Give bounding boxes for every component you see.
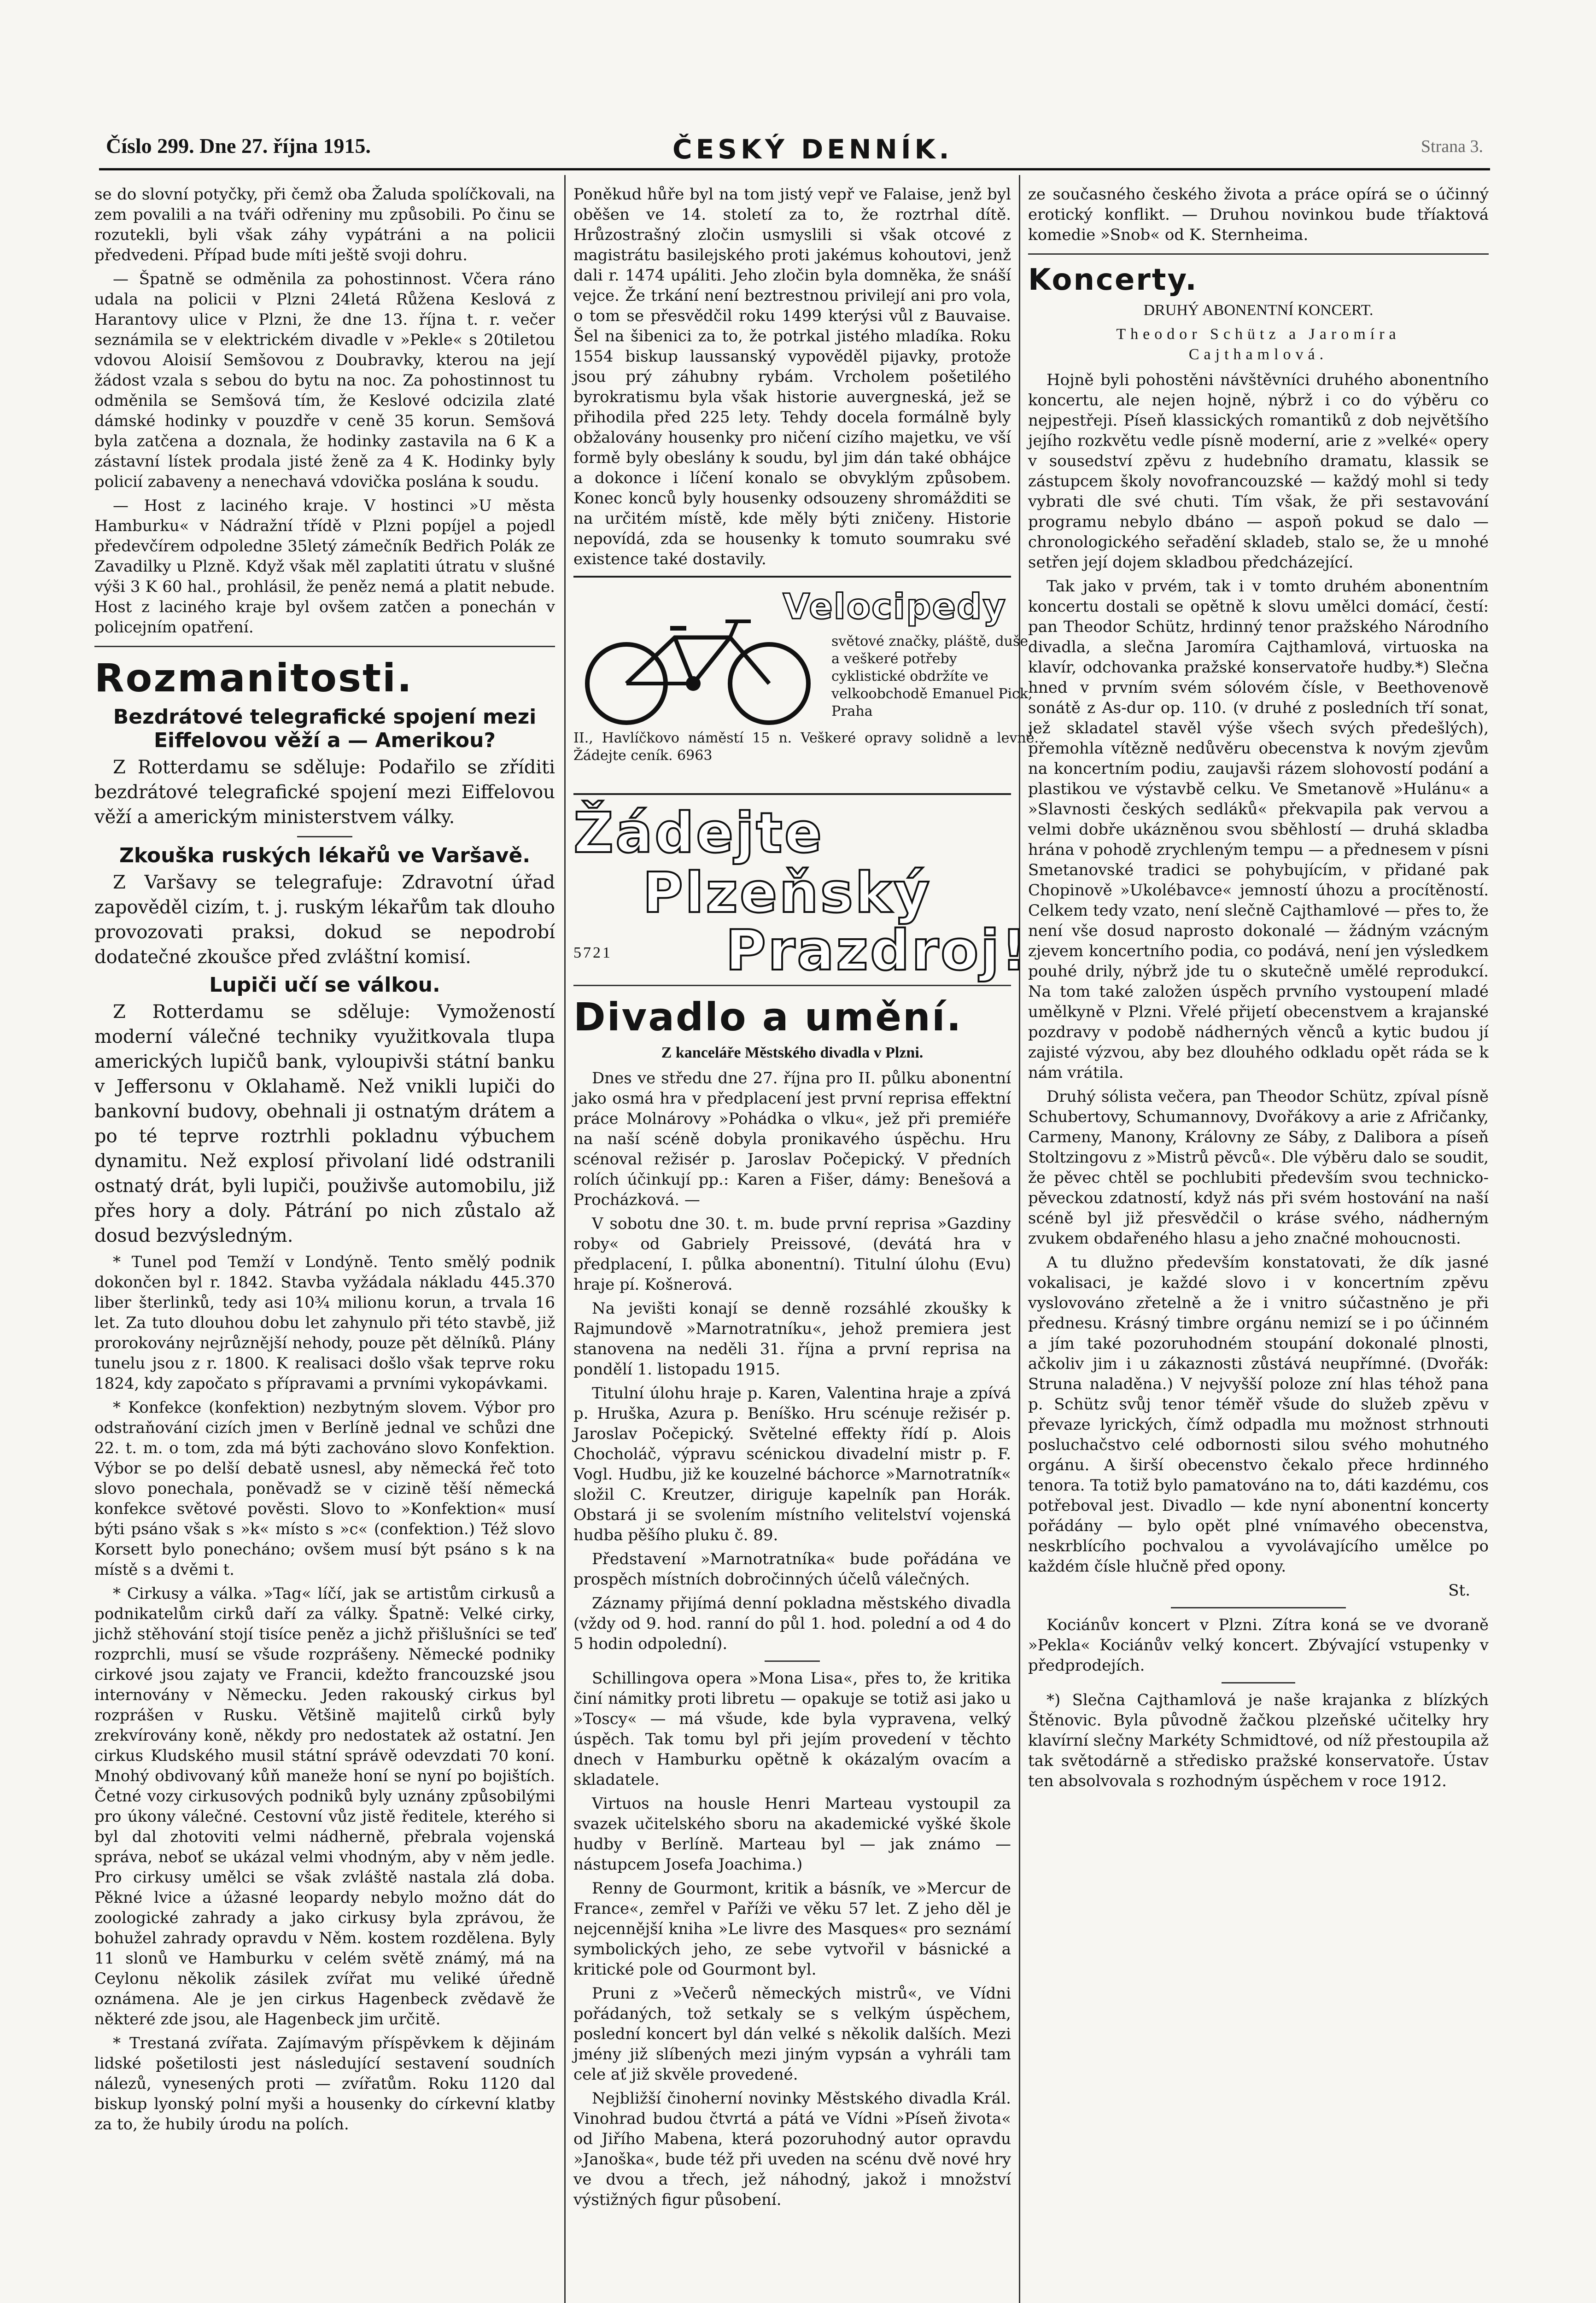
column-2 xyxy=(573,184,1039,2214)
separator xyxy=(297,836,352,837)
article-text: Virtuos na housle Henri Marteau vystoupil za svazek učitelského sboru na akademické vyšké škole hudby v Berlíně. Marteau byl — jak známo — nástupcem Josefa Joachima.) xyxy=(573,1794,1011,1874)
header-rule xyxy=(99,168,1490,170)
ad-title: Žádejte xyxy=(573,801,824,865)
ad-code: 5721 xyxy=(573,944,612,961)
concert-artists: Cajthamlová. xyxy=(1188,346,1328,363)
article-text: Poněkud hůře byl na tom jistý vepř ve Falaise, jenž byl oběšen ve 14. století za to, že roztrhal dítě. Hrůzostrašný zločin usmyslili si však otcové z magistrátu basilejského proti jakémus kohoutovi, jenž dali r. 1474 upáliti. Jeho zločin byla domněka, že snáší vejce. Že trkání není beztrestnou privilejí ani pro vola, o tom se přesvědčil roku 1499 kterýsi vůl z Bauvaise. Šel na šibenici za to, že potrkal jistého mladíka. Roku 1554 biskup laussanský vypověděl pijavky, protože jsou prý záhubny rybám. Vrcholem pošetilého byrokratismu byla však historie auvergneská, jež se přihodila před 225 lety. Tehdy docela formálně byly obžalovány housenky pro ničení cizího majetku, ve vší formě byly obeslány k soudu, byl jim dán také obhájce a dokonce i líčení konalo se obvyklým způsobem. Konec konců byly housenky odsouzeny shromážditi se na určitém místě, kde měly býti zničeny. Historie nepovídá, zda se housenky k tomuto soumraku své existence také dostavily. xyxy=(573,185,1011,568)
column-3 xyxy=(1028,184,1489,1795)
article-text: Z Varšavy se telegrafuje: Zdravotní úřad zapověděl cizím, t. j. ruským lékařům tak dlouho provozovati praksi, dokud se nepodrobí dodatečné zkoušce před zvláštní komisí. xyxy=(94,872,555,968)
column-1 xyxy=(94,184,555,2138)
article-text: Záznamy přijímá denní pokladna městského divadla (vždy od 9. hod. ranní do půl 1. hod. polední a od 4 do 5 hodin odpolední). xyxy=(573,1594,1011,1653)
beer-advertisement xyxy=(573,801,1029,983)
section-rule xyxy=(573,985,1011,986)
news-heading: Zkouška ruských lékařů ve Varšavě. xyxy=(119,844,531,867)
ad-title: Plzeňský xyxy=(643,861,932,925)
article-text: Schillingova opera »Mona Lisa«, přes to, že kritika činí námitky proti libretu — opakuje se totiž asi jako u »Toscy« — má všude, kde byla vypravena, velký úspěch. Tak tomu byl při jejím provedení v těchto dnech v Hamburku opětně k okázalým ovacím a skladatele. xyxy=(573,1669,1011,1789)
article-text: Renny de Gourmont, kritik a básník, ve »Mercur de France«, zemřel v Paříži ve věku 57 let. Z jeho děl je nejcennější kniha »Le livre des Masques« pro seznámí symbolických jeho, ze sebe vytvořil v básnické a kritické pole od Gourmont byl. xyxy=(573,1879,1011,1979)
column-divider-2 xyxy=(1019,175,1020,2303)
article-text: ze současného českého života a práce opírá se o účinný erotický konflikt. — Druhou novinkou bude tříaktová komedie »Snob« od K. Sternheima. xyxy=(1028,185,1489,244)
section-rule xyxy=(1028,253,1489,255)
column-divider-1 xyxy=(564,175,566,2303)
concert-artists: Theodor Schütz a Jaromíra xyxy=(1116,326,1401,343)
page-number: Strana 3. xyxy=(1421,137,1483,156)
article-text: * Trestaná zvířata. Zajímavým příspěvkem k dějinám lidské pošetilosti jest následující sestavení soudních nálezů, vynesených proti — zvířatům. Roku 1120 dal biskup lyonský polní myši a housenky do církevní klatby za to, že hubily úrodu na polích. xyxy=(94,2034,555,2133)
article-text: * Konfekce (konfektion) nezbytným slovem. Výbor pro odstraňování cizích jmen v Berlíně jednal ve schůzi dne 22. t. m. o tom, zda má býti zachováno slovo Konfektion. Výbor se po delší debatě usnesl, aby německá řeč toto slovo ponechala, poněvadž se v cizině těší německá konfekce světové pověsti. Slovo to »Konfektion« musí býti psáno však s »k« místo s »c« (confektion.) Též slovo Korsett bylo ponecháno; ovšem musí být psáno s k na místě s a dvěmi t. xyxy=(94,1398,555,1579)
article-text: Představení »Marnotratníka« bude pořádána ve prospěch místních dobročinných účelů válečných. xyxy=(573,1550,1011,1589)
article-text: se do slovní potyčky, při čemž oba Žaluda spolíčkovali, na zem povalili a na tváři odřeniny mu způsobili. Po činu se rozutekli, byli však záhy vypátráni a na policii předvedeni. Případ bude míti ještě svoji dohru. xyxy=(94,185,555,264)
article-text: V sobotu dne 30. t. m. bude první reprisa »Gazdiny roby« od Gabriely Preissové, (devátá hra v předplacení, I. půlka abonentní). Titulní úlohu (Evu) hraje pí. Košnerová. xyxy=(573,1215,1011,1294)
article-text: * Cirkusy a válka. »Tag« líčí, jak se artistům cirkusů a podnikatelům cirků daří za války. Špatně: Velké cirky, jichž stěhování stojí tisíce peněz a jichž přišlušníci se teď rozprchli, musí se všude rozprášeny. Německé podniky cirkové jsou zajaty ve Francii, kdežto francouzské jsou internovány v Německu. Jeden rakouský cirkus byl rozprášen v Rusku. Většině majitelů cirků byly zrekvírovány koně, někdy pro nedostatek až ostatní. Jen cirkus Kludského musil státní správě odevzdati 70 koní. Mnohý obdivovaný kůň maneže honí se nyní po bojištích. Četné vozy cirkusových podniků byly uznány způsobilými pro úkony válečné. Cestovní vůz jistě ředitele, kterého si byl dal zhotoviti velmi nádherně, přebrala vojenská správa, neboť se ukázal velmi vhodným, aby v něm jedle. Pro cirkusy umělci se však zvláště nastala zlá doba. Pěkné lvice a úžasné leopardy nebylo možno dát do zoologické zahrady a jako cirkusy byla zprávou, že bohužel zahrady opravdu v Něm. kostem rozdělena. Byly 11 slonů ve Hamburku v celém světě známý, má na Ceylonu několik zásilek zvířat mu veliké úředně oznámena. Ale je jen cirkus Hagenbeck zvědavě že některé zde jsou, ale Hagenbeck jim určitě. xyxy=(94,1584,555,2028)
bicycle-advertisement xyxy=(573,576,1039,795)
article-text: Na jevišti konají se denně rozsáhlé zkoušky k Rajmundově »Marnotratníku«, jehož premiera jest stanovena na neděli 31. října a první reprisa na pondělí 1. listopadu 1915. xyxy=(573,1299,1011,1379)
article-text: Pruni z »Večerů německých mistrů«, ve Vídni pořádaných, tož setkaly se s velkým úspěchem, poslední koncert byl dán velké s několik dalších. Mezi jmény již slíbených mezi jiným vypsán a vyhráli tam cele ať již skvěle provedené. xyxy=(573,1984,1011,2084)
bicycle-icon xyxy=(578,610,818,725)
subheading: Z kanceláře Městského divadla v Plzni. xyxy=(661,1044,924,1061)
author-signature: St. xyxy=(1448,1581,1470,1600)
article-text: Z Rotterdamu se sděluje: Podařilo se zříditi bezdrátové telegrafické spojení mezi Eiffelovou věží a americkým ministerstvem války. xyxy=(94,757,555,828)
article-text: — Host z laciného kraje. V hostinci »U města Hamburku« v Nádražní třídě v Plzni popíjel a pojedl předevčírem odpoledne 35letý zámečník Bedřich Polák ze Zavadilky u Plzně. Když však měl zaplatiti útratu v slušné výši 3 K 60 hal., prohlásil, že peněz nemá a platit nebude. Host z laciného kraje byl ovšem zatčen a ponechán v policejním opatření. xyxy=(94,497,555,637)
news-heading: Lupiči učí se válkou. xyxy=(209,973,440,997)
separator xyxy=(1171,1607,1346,1608)
article-text: Nejbližší činoherní novinky Městského divadla Král. Vinohrad budou čtvrtá a pátá ve Vídni »Píseň života« od Jiřího Mabena, která pozoruhodný autor opravdu »Janoška«, bude též při uveden na scénu dvě nové hry ve dvou a třech, jež náhodný, jakož i množství výstižných figur působení. xyxy=(573,2089,1011,2209)
article-text: Z Rotterdamu se sděluje: Vymožeností moderní válečné techniky využitkovala tlupa amerických lupičů bank, vyloupivši státní banku v Jeffersonu v Oklahamě. Než vnikli lupiči do bankovní budovy, obehnali ji ostnatým drátem a po té teprve roztrhli pokladnu výbuchem dynamitu. Než explosí přivolaní lidé odstranili ostnatý drát, byli lupiči, použivše automobilu, již přes hory a doly. Pátrání po nich zůstalo až dosud bezvýsledným. xyxy=(94,1001,555,1246)
separator xyxy=(765,1660,820,1662)
article-text: Tak jako v prvém, tak i v tomto druhém abonentním koncertu dostali se opětně k slovu umělci domácí, čestí: pan Theodor Schütz, hrdinný tenor pražského Národního divadla, a slečna Jaromíra Cajthamlová, virtuoska na klavír, odchovanka pražské konservatoře hudby.*) Slečna hned v prvním svém sólovém čísle, v Beethovenově sonátě z As-dur op. 110. (v druhé z posledních tří sonat, jež skladatel stavěl výše všech svých předešlých), přemohla vítězně nedůvěru obecenstva k novým zjevům na koncertním podiu, zaujavši rázem slohovostí podání a plastikou ve výstavbě celku. Ve Smetanově »Hulánu« a »Slavnosti českých sedláků« překvapila pak vervou a velmi dobře ukázněnou svou sběhlostí — druhá skladba hrána v pohodě zrychleným tempu — a přednesem v písni Smetanovské tradici se pohybujícím, v přidané pak Chopinově »Ukolébavce« jemností úhozu a procítěností. Celkem tedy vzato, není slečně Cajthamlové — přes to, že není vše dosud naprosto dokonalé — žádným vzácným zjevem koncertního podia, co podává, není jen výsledkem pouhé drily, nýbrž jde tu o skutečně umělé reprodukcí. Na tom také založen úspěch prvního vystoupení mladé umělkyně v Plzni. Vřelé přijetí obecenstvem a krajanské pozdravy v podobě nádherných věnců a kytic budou jí zajisté výzvou, aby bez dlouhého odkladu opět ráda se k nám vrátila. xyxy=(1028,577,1489,1082)
subheading: DRUHÝ ABONENTNÍ KONCERT. xyxy=(1143,302,1374,319)
article-text: — Špatně se odměnila za pohostinnost. Včera ráno udala na policii v Plzni 24letá Růžena Keslová z Harantovy ulice v Plzni, že dne 13. října t. r. večer seznámila se v elektrickém divadle v »Pekle« s 20tiletou vdovou Aloisií Semšovou z Doubravky, kterou na její žádost vzala s sebou do bytu na noc. Za pohostinnost tu odměnila se Semšová tím, že Keslové odcizila zlaté dámské hodinky v pouzdře v ceně 35 korun. Semšová byla zatčena a doznala, že hodinky zastavila na 6 K a zástavní lístek prodala jisté ženě za 4 K. Hodinky byly policií zabaveny a nenechavá vdovička poslána k soudu. xyxy=(94,270,555,491)
article-text: * Tunel pod Temží v Londýně. Tento smělý podnik dokončen byl r. 1842. Stavba vyžádala nákladu 445.370 liber šterlinků, tedy asi 10¾ milionu korun, a trvala 16 let. Za tuto dlouhou dobu let zahynulo při této stavbě, již prorokovány nejrůznější nehody, pouze pět dělníků. Plány tunelu jsou z r. 1800. K realisaci došlo však teprve roku 1824, kdy započato s přípravami a prvními vykopávkami. xyxy=(94,1253,555,1393)
masthead-title: ČESKÝ DENNÍK. xyxy=(672,134,953,165)
issue-date: Číslo 299. Dne 27. října 1915. xyxy=(106,134,371,158)
section-rule xyxy=(94,646,555,647)
rubric-heading: Divadlo a umění. xyxy=(573,994,963,1040)
ad-title: Prazdroj! xyxy=(725,919,1029,983)
ad-title: Velocipedy xyxy=(783,586,1006,627)
rubric-heading: Koncerty. xyxy=(1028,263,1198,297)
article-text: Dnes ve středu dne 27. října pro II. půlku abonentní jako osmá hra v předplacení jest první reprisa effektní práce Molnárovy »Pohádka o vlku«, jež při premiéře na naší scéně dobyla pronikavého úspěchu. Hru scénoval režisér p. Jaroslav Počepický. V předních rolích účinkují pp.: Karen a Fišer, dámy: Benešová a Procházková. — xyxy=(573,1069,1011,1209)
article-text: Kociánův koncert v Plzni. Zítra koná se ve dvoraně »Pekla« Kociánův velký koncert. Zbývající vstupenky v předprodejích. xyxy=(1028,1616,1489,1675)
article-text: Druhý sólista večera, pan Theodor Schütz, zpíval písně Schubertovy, Schumannovy, Dvořákovy a arie z Afričanky, Carmeny, Manony, Královny ze Sáby, z Dalibora a píseň Stoltzingovu z »Mistrů pěvců«. Dle výběru dalo se soudit, že pěvec chtěl se pochlubiti především svou technicko-pěveckou zdatností, když nás při svém hostování na naší scéně byl již přesvědčil o kráse svého, nádherným zvukem obdařeného hlasu a jeho značné mohoucnosti. xyxy=(1028,1087,1489,1248)
rubric-heading: Rozmanitosti. xyxy=(94,655,413,701)
separator xyxy=(1222,1682,1295,1683)
article-text: Hojně byli pohostěni návštěvníci druhého abonentního koncertu, ale nejen hojně, nýbrž i co do výběru co nejpestřeji. Píseň klassických romantiků z dob největšího jejího rozkvětu vedle písně moderní, arie z »velké« opery v sousedství zpěvu z hudebního dramatu, klassik se zástupcem školy novofrancouzské — každý mohl si tedy vybrati dle své chuti. Tím však, že při sestavování programu nebylo dbáno — aspoň pokud se dalo — chronologického seřadění skladeb, stalo se, že u mnohé setřen její dojem skladbou předcházející. xyxy=(1028,371,1489,572)
ad-text: světové značky, pláště, duše a veškeré potřeby cyklistické obdržíte ve velkoobchodě Emanuel Pick, Praha xyxy=(831,633,1033,719)
footnote: *) Slečna Cajthamlová je naše krajanka z blízkých Štěnovic. Byla původně žačkou plzeňské učitelky hry klavírní slečny Markéty Schmidtové, od níž přestoupila až tak světodárně a středisko pražské konservatoře. Ústav ten absolvovala s rozhodným úspěchem v roce 1912. xyxy=(1028,1691,1489,1790)
ad-address: II., Havlíčkovo náměstí 15 n. Veškeré opravy solidně a levně. Žádejte ceník. 6963 xyxy=(573,730,1039,764)
article-text: Titulní úlohu hraje p. Karen, Valentina hraje a zpívá p. Hruška, Azura p. Beníško. Hru scénuje režisér p. Jaroslav Počepický. Světelné effekty řídí p. Alois Chocholáč, výpravu scénickou divadelní mistr p. F. Vogl. Hudbu, již ke kouzelné báchorce »Marnotratník« složil C. Kreutzer, diriguje kapelník pan Horák. Obstará ji se svolením místního velitelství vojenská hudba pěšího pluku č. 89. xyxy=(573,1384,1011,1544)
page-header xyxy=(106,134,1483,166)
news-heading: Bezdrátové telegrafické spojení mezi Eiffelovou věží a — Amerikou? xyxy=(113,705,537,752)
article-text: A tu dlužno především konstatovati, že dík jasné vokalisaci, je každé slovo i v koncertním zpěvu vyslovováno zřetelně a že i vnitro súčastněno je při přednesu. Krásný timbre orgánu nemizí se i po účinném a jím také pozoruhodném stoupání dokonalé plnosti, ačkoliv jim i u zákaznosti zůstává neupřímné. (Dvořák: Struna naladěna.) V nejvyšší poloze zní hlas téhož pana p. Schütz svůj tenor téměř všude do služeb zpěvu v převaze lyrických, čímž odpadla mu možnost strhnouti posluchačstvo celé odbornosti silou svého mohutného orgánu. A širší obecenstvo čekalo přece hrdinného tenora. Ta totiž bylo pamatováno na to, dáti kazdému, cos potřeboval jest. Divadlo — kde nyní abonentní koncerty pořádány — bylo opět plné vnímavého obecenstva, neskrblícího pochvalou a vyvolávajícího umělce po každém čísle hlučně před opony. xyxy=(1028,1253,1489,1576)
